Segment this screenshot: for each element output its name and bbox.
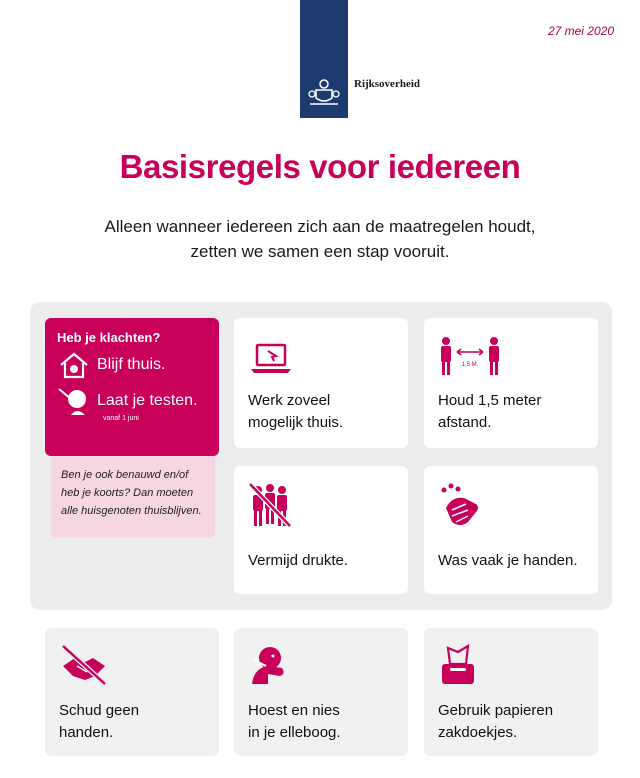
get-tested-row [57, 385, 207, 417]
page-title: Basisregels voor iedereen [119, 148, 521, 185]
note-line-2: heb je koorts? Dan moeten [61, 487, 194, 499]
complaints-box [45, 318, 219, 456]
get-tested-label: Laat je testen. [97, 392, 198, 409]
crowd-label: Vermijd drukte. [248, 552, 349, 569]
shake-label-1: Schud geen [59, 702, 140, 719]
get-tested-note: vanaf 1 juni [103, 415, 139, 422]
card-wash-hands [424, 466, 598, 594]
complaints-heading: Heb je klachten? [57, 330, 161, 345]
card-cough-elbow [234, 628, 408, 756]
house-icon [57, 351, 91, 379]
subtitle-line-1: Alleen wanneer iedereen zich aan de maatregelen houdt, [104, 217, 536, 236]
test-swab-icon [57, 385, 91, 417]
logo-text: Rijksoverheid [354, 78, 420, 90]
rijksoverheid-logo-banner [300, 0, 348, 118]
tissue-label-1: Gebruik papieren [438, 702, 554, 719]
work-label-1: Werk zoveel [248, 392, 331, 409]
shake-label-2: handen. [59, 724, 114, 741]
stay-home-label: Blijf thuis. [97, 356, 166, 373]
tissue-box-icon [438, 644, 478, 686]
coat-of-arms-icon [307, 78, 341, 108]
cough-label-2: in je elleboog. [248, 724, 341, 741]
cough-label-1: Hoest en nies [248, 702, 340, 719]
stay-home-row [57, 351, 207, 379]
note-line-1: Ben je ook benauwd en/of [61, 469, 189, 481]
distance-label-1: Houd 1,5 meter [438, 392, 542, 409]
card-paper-tissues [424, 628, 598, 756]
card-keep-distance [424, 318, 598, 448]
note-line-3: alle huisgenoten thuisblijven. [61, 505, 202, 517]
distance-icon-text: 1,5 M. [461, 362, 479, 368]
work-label-2: mogelijk thuis. [248, 414, 344, 431]
page-subtitle [0, 214, 640, 264]
complaints-note [51, 456, 215, 538]
subtitle-line-2: zetten we samen een stap vooruit. [190, 242, 450, 261]
tissue-label-2: zakdoekjes. [438, 724, 518, 741]
card-work-from-home [234, 318, 408, 448]
no-handshake-icon [59, 644, 109, 686]
distance-label-2: afstand. [438, 414, 492, 431]
card-avoid-crowds [234, 466, 408, 594]
card-no-handshake [45, 628, 219, 756]
cough-elbow-icon [248, 644, 288, 686]
wash-hands-icon [438, 480, 484, 530]
no-crowd-icon [248, 480, 292, 530]
distance-icon [438, 336, 502, 376]
laptop-icon [248, 342, 294, 376]
date-label: 27 mei 2020 [547, 24, 614, 38]
wash-label: Was vaak je handen. [438, 552, 578, 569]
